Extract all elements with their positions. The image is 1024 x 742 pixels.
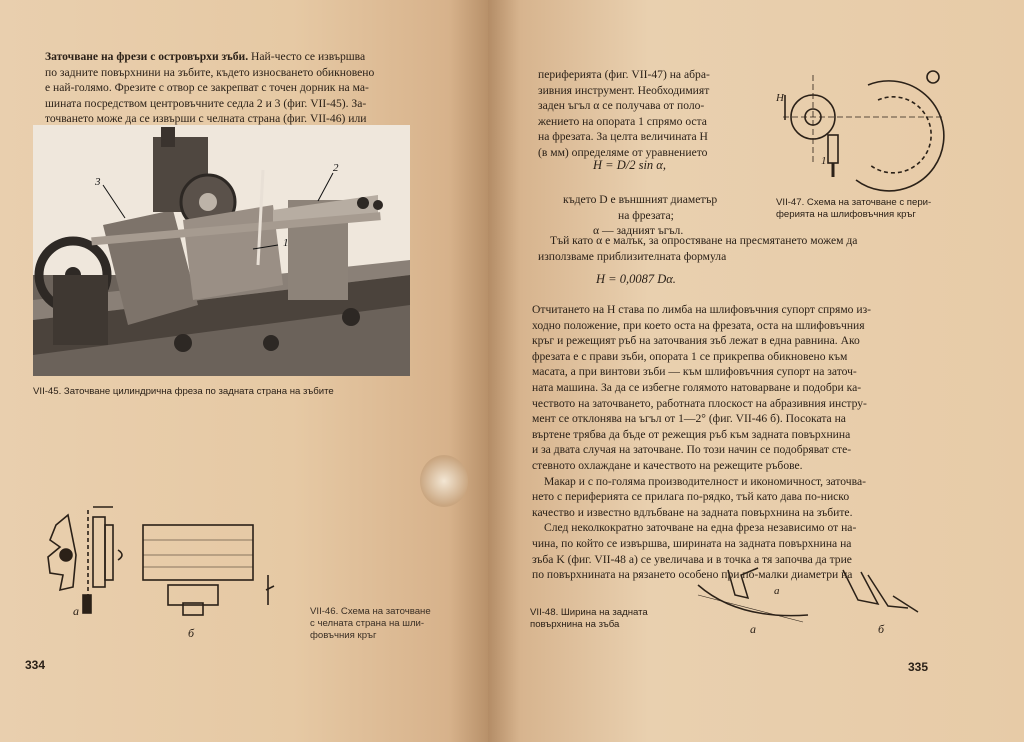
intro-line-3: шината посредством центровъчните седла 2 и 3 (фиг. VII-45). За- — [45, 96, 367, 110]
fig48-label-a: а — [750, 622, 756, 636]
intro-line-4: точването може да се извърши с челната страна (фиг. VII-46) или — [45, 112, 367, 126]
machine-photo-drawing — [33, 125, 410, 376]
approx-paragraph: Тъй като α е малък, за опростяване на пресмятането можем да използваме приблизителната формула — [538, 234, 858, 263]
caption-fig45: VII-45. Заточване цилиндрична фреза по задната страна на зъбите — [33, 386, 334, 397]
fig48-schematic — [693, 560, 933, 630]
photo-label-2: 2 — [333, 162, 339, 174]
right-page — [488, 0, 1024, 742]
right-top-paragraph: периферията (фиг. VII-47) на абра- зивния инструмент. Необходимият заден ъгъл α се получава от поло- жението на опората 1 спрямо оста на фрезата. За целта величината H (в мм) определяме от уравнението — [538, 68, 710, 159]
caption-fig48: VII-48. Ширина на задната повърхнина на зъба — [530, 607, 648, 630]
section-heading: Заточване на фрези с островърхи зъби. — [45, 50, 249, 63]
caption-fig47: VII-47. Схема на заточване с пери- ферията на шлифовъчния кръг — [776, 197, 932, 220]
fig48-label-point-a: а — [774, 585, 780, 597]
machine-photo — [33, 125, 410, 376]
formula-h-exact: H = D/2 sin α, — [593, 158, 666, 172]
fig47-label-1: 1 — [821, 155, 827, 167]
intro-paragraph — [45, 49, 443, 127]
fig46-label-a: а — [73, 604, 79, 618]
intro-line-0: Най-често се извършва — [248, 50, 366, 63]
formula-h-approx: H = 0,0087 Dα. — [596, 272, 676, 286]
intro-line-1: по задните повърхнини на зъбите, където износването обикновено — [45, 65, 375, 79]
page-number-left: 334 — [25, 658, 46, 672]
fig47-label-h: H — [776, 92, 784, 104]
fig47-schematic — [773, 65, 948, 200]
left-page — [0, 0, 488, 742]
photo-label-3: 3 — [95, 176, 101, 188]
photo-label-1: 1 — [283, 237, 289, 249]
formula-legend: където D е външният диаметър на фрезата; α — задният ъгъл. — [563, 193, 718, 238]
fig46-label-b: б — [188, 626, 195, 640]
main-body-paragraph: Отчитането на H става по лимба на шлифовъчния супорт спрямо из- ходно положение, при което оста на фрезата, оста на шлифовъчния кръг и режещият ръб на заточвания зъб лежат в една равнина. Ако фрезата е с прави зъби, опората 1 се прикрепва обикновено към масата, а при винтови зъби — към шлифовъчния супорт на заточ- ната машина. За да се избегне голямото натоварване и подобри ка- чеството на заточването, работната плоскост на абразивния инстру- мент се отклонява на ъгъл от 1—2° (фиг. VII-46 б). Посоката на въртене трябва да бъде от режещия ръб към задната повърхнина и за двата случая на заточване. По този начин се подобряват сте- стевното охлаждане и качеството на режещите ръбове. Макар и с по-голяма производителност и икономичност, заточва- нето с периферията се прилага по-рядко, тъй като дава по-ниско качество и известно вдлъбване на задната повърхнина на зъбите. След неколкократно заточване на една фреза независимо от на- чина, по който се извършва, ширината на задната повърхнина на зъба K (фиг. VII-48 а) се увеличава и в точка а тя започва да трие по повърхнината на рязането особено при по-малки диаметри на — [532, 303, 872, 582]
paper-tear — [420, 455, 468, 507]
caption-fig46: VII-46. Схема на заточване с челната страна на шли- фовъчния кръг — [310, 606, 431, 641]
intro-line-2: е най-голямо. Фрезите с отвор се закрепват с точен дорник на ма- — [45, 81, 369, 95]
fig48-label-b: б — [878, 622, 885, 636]
page-number-right: 335 — [908, 660, 929, 674]
